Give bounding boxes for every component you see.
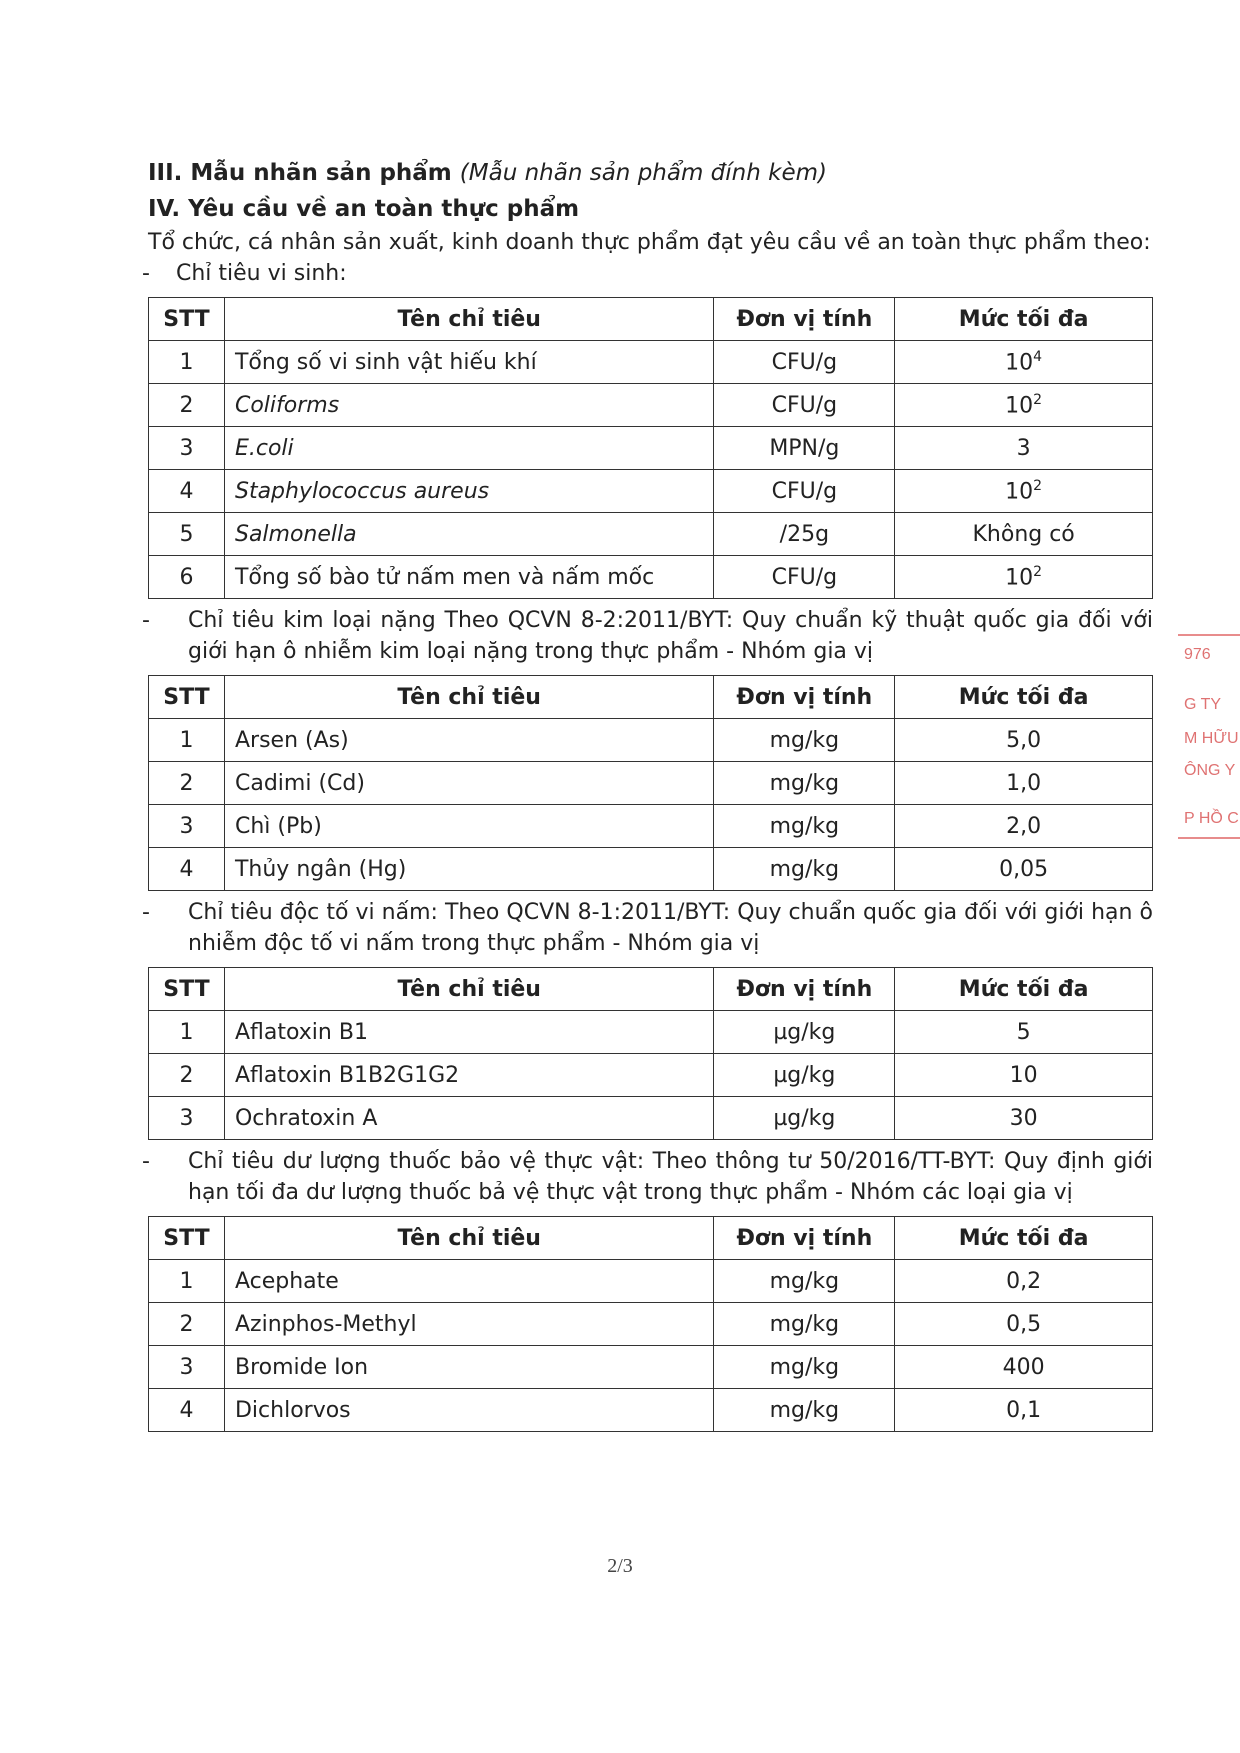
cell-max: 5	[895, 1011, 1153, 1054]
micro-label-text: Chỉ tiêu vi sinh:	[176, 261, 347, 286]
cell-stt: 3	[149, 1346, 225, 1389]
cell-stt: 5	[149, 513, 225, 556]
header-name: Tên chỉ tiêu	[224, 968, 713, 1011]
cell-max: 1,0	[895, 762, 1153, 805]
cell-name: Coliforms	[224, 384, 713, 427]
cell-name: Tổng số bào tử nấm men và nấm mốc	[224, 556, 713, 599]
stamp-text: ÔNG Y	[1184, 762, 1236, 779]
cell-max: 3	[895, 427, 1153, 470]
cell-name: Azinphos-Methyl	[224, 1303, 713, 1346]
stamp-text: G TY	[1184, 696, 1222, 713]
table-header-row	[149, 676, 1153, 719]
cell-name: Acephate	[224, 1260, 713, 1303]
pesticide-label-text: Chỉ tiêu dư lượng thuốc bảo vệ thực vật: Theo thông tư 50/2016/TT-BYT: Quy định giới hạn tối đa dư lượng thuốc bả vệ thực vật trong thực phẩm - Nhóm các loại gia vị	[188, 1149, 1153, 1205]
cell-name: Arsen (As)	[224, 719, 713, 762]
header-name: Tên chỉ tiêu	[224, 676, 713, 719]
header-stt: STT	[149, 1217, 225, 1260]
cell-name: Bromide Ion	[224, 1346, 713, 1389]
cell-max: $10^2$	[895, 556, 1153, 599]
cell-unit: µg/kg	[714, 1011, 895, 1054]
section-3-title: III. Mẫu nhãn sản phẩm	[148, 160, 452, 186]
metals-table	[148, 675, 1153, 891]
cell-unit: mg/kg	[714, 1346, 895, 1389]
cell-max: 0,1	[895, 1389, 1153, 1432]
cell-stt: 1	[149, 341, 225, 384]
metals-label: - Chỉ tiêu kim loại nặng Theo QCVN 8-2:2011/BYT: Quy chuẩn kỹ thuật quốc gia đối với giới hạn ô nhiễm kim loại nặng trong thực phẩm - Nhóm gia vị	[148, 605, 1153, 667]
table-header-row	[149, 298, 1153, 341]
document-page	[142, 155, 1153, 1438]
cell-unit: mg/kg	[714, 1389, 895, 1432]
header-stt: STT	[149, 968, 225, 1011]
cell-unit: /25g	[714, 513, 895, 556]
cell-name: Aflatoxin B1B2G1G2	[224, 1054, 713, 1097]
header-name: Tên chỉ tiêu	[224, 1217, 713, 1260]
cell-max: $10^2$	[895, 384, 1153, 427]
cell-name: Salmonella	[224, 513, 713, 556]
table-row	[149, 1054, 1153, 1097]
cell-stt: 4	[149, 470, 225, 513]
header-unit: Đơn vị tính	[714, 676, 895, 719]
mycotoxin-table	[148, 967, 1153, 1140]
cell-max: $10^4$	[895, 341, 1153, 384]
table-row	[149, 513, 1153, 556]
header-stt: STT	[149, 676, 225, 719]
stamp-text: P HỒ C	[1184, 810, 1239, 827]
cell-unit: CFU/g	[714, 470, 895, 513]
cell-stt: 2	[149, 1303, 225, 1346]
company-stamp	[1178, 632, 1240, 862]
cell-stt: 4	[149, 848, 225, 891]
table-row	[149, 762, 1153, 805]
table-row	[149, 1097, 1153, 1140]
cell-max: 2,0	[895, 805, 1153, 848]
cell-unit: µg/kg	[714, 1054, 895, 1097]
mycotoxin-label-text: Chỉ tiêu độc tố vi nấm: Theo QCVN 8-1:2011/BYT: Quy chuẩn quốc gia đối với giới hạn ô nhiễm độc tố vi nấm trong thực phẩm - Nhóm gia vị	[188, 900, 1153, 956]
cell-name: Ochratoxin A	[224, 1097, 713, 1140]
section-4-intro: Tổ chức, cá nhân sản xuất, kinh doanh thực phẩm đạt yêu cầu về an toàn thực phẩm theo:	[148, 230, 1151, 255]
cell-max: $10^2$	[895, 470, 1153, 513]
section-3-note: (Mẫu nhãn sản phẩm đính kèm)	[459, 160, 827, 186]
header-max: Mức tối đa	[895, 968, 1153, 1011]
cell-max: 30	[895, 1097, 1153, 1140]
header-name: Tên chỉ tiêu	[224, 298, 713, 341]
cell-unit: µg/kg	[714, 1097, 895, 1140]
table-row	[149, 805, 1153, 848]
section-3-heading	[148, 155, 1153, 191]
table-row	[149, 1303, 1153, 1346]
cell-unit: mg/kg	[714, 1260, 895, 1303]
cell-stt: 1	[149, 1011, 225, 1054]
table-row	[149, 1346, 1153, 1389]
table-header-row	[149, 1217, 1153, 1260]
stamp-text: M HỮU	[1184, 730, 1239, 747]
table-header-row	[149, 968, 1153, 1011]
cell-max: Không có	[895, 513, 1153, 556]
micro-table	[148, 297, 1153, 599]
cell-stt: 3	[149, 1097, 225, 1140]
cell-max: 0,5	[895, 1303, 1153, 1346]
header-unit: Đơn vị tính	[714, 298, 895, 341]
cell-name: Staphylococcus aureus	[224, 470, 713, 513]
table-row	[149, 848, 1153, 891]
table-row	[149, 341, 1153, 384]
header-max: Mức tối đa	[895, 298, 1153, 341]
cell-name: Tổng số vi sinh vật hiếu khí	[224, 341, 713, 384]
pesticide-label: - Chỉ tiêu dư lượng thuốc bảo vệ thực vật: Theo thông tư 50/2016/TT-BYT: Quy định giới hạn tối đa dư lượng thuốc bả vệ thực vật trong thực phẩm - Nhóm các loại gia vị	[148, 1146, 1153, 1208]
cell-name: Thủy ngân (Hg)	[224, 848, 713, 891]
cell-max: 10	[895, 1054, 1153, 1097]
cell-unit: MPN/g	[714, 427, 895, 470]
cell-unit: mg/kg	[714, 719, 895, 762]
metals-label-text: Chỉ tiêu kim loại nặng Theo QCVN 8-2:2011/BYT: Quy chuẩn kỹ thuật quốc gia đối với giới hạn ô nhiễm kim loại nặng trong thực phẩm - Nhóm gia vị	[188, 608, 1153, 664]
header-unit: Đơn vị tính	[714, 1217, 895, 1260]
cell-stt: 1	[149, 1260, 225, 1303]
cell-stt: 3	[149, 427, 225, 470]
stamp-text: 976	[1184, 646, 1211, 663]
table-row	[149, 1389, 1153, 1432]
cell-unit: mg/kg	[714, 1303, 895, 1346]
header-max: Mức tối đa	[895, 676, 1153, 719]
cell-max: 400	[895, 1346, 1153, 1389]
cell-unit: CFU/g	[714, 556, 895, 599]
pesticide-table	[148, 1216, 1153, 1432]
micro-label: - Chỉ tiêu vi sinh:	[148, 258, 1153, 289]
header-unit: Đơn vị tính	[714, 968, 895, 1011]
table-row	[149, 384, 1153, 427]
table-row	[149, 719, 1153, 762]
cell-stt: 4	[149, 1389, 225, 1432]
table-row	[149, 427, 1153, 470]
cell-unit: mg/kg	[714, 805, 895, 848]
cell-name: Cadimi (Cd)	[224, 762, 713, 805]
cell-name: Dichlorvos	[224, 1389, 713, 1432]
page-number: 2/3	[607, 1555, 633, 1577]
cell-stt: 1	[149, 719, 225, 762]
cell-stt: 2	[149, 384, 225, 427]
section-4-heading: IV. Yêu cầu về an toàn thực phẩm	[148, 196, 580, 222]
header-stt: STT	[149, 298, 225, 341]
cell-unit: CFU/g	[714, 384, 895, 427]
table-row	[149, 470, 1153, 513]
cell-name: E.coli	[224, 427, 713, 470]
cell-max: 5,0	[895, 719, 1153, 762]
cell-unit: mg/kg	[714, 848, 895, 891]
table-row	[149, 556, 1153, 599]
cell-stt: 6	[149, 556, 225, 599]
cell-stt: 3	[149, 805, 225, 848]
table-row	[149, 1260, 1153, 1303]
cell-max: 0,05	[895, 848, 1153, 891]
cell-name: Aflatoxin B1	[224, 1011, 713, 1054]
cell-max: 0,2	[895, 1260, 1153, 1303]
cell-stt: 2	[149, 762, 225, 805]
header-max: Mức tối đa	[895, 1217, 1153, 1260]
mycotoxin-label: - Chỉ tiêu độc tố vi nấm: Theo QCVN 8-1:2011/BYT: Quy chuẩn quốc gia đối với giới hạn ô nhiễm độc tố vi nấm trong thực phẩm - Nhóm gia vị	[148, 897, 1153, 959]
cell-stt: 2	[149, 1054, 225, 1097]
table-row	[149, 1011, 1153, 1054]
cell-unit: mg/kg	[714, 762, 895, 805]
cell-unit: CFU/g	[714, 341, 895, 384]
cell-name: Chì (Pb)	[224, 805, 713, 848]
